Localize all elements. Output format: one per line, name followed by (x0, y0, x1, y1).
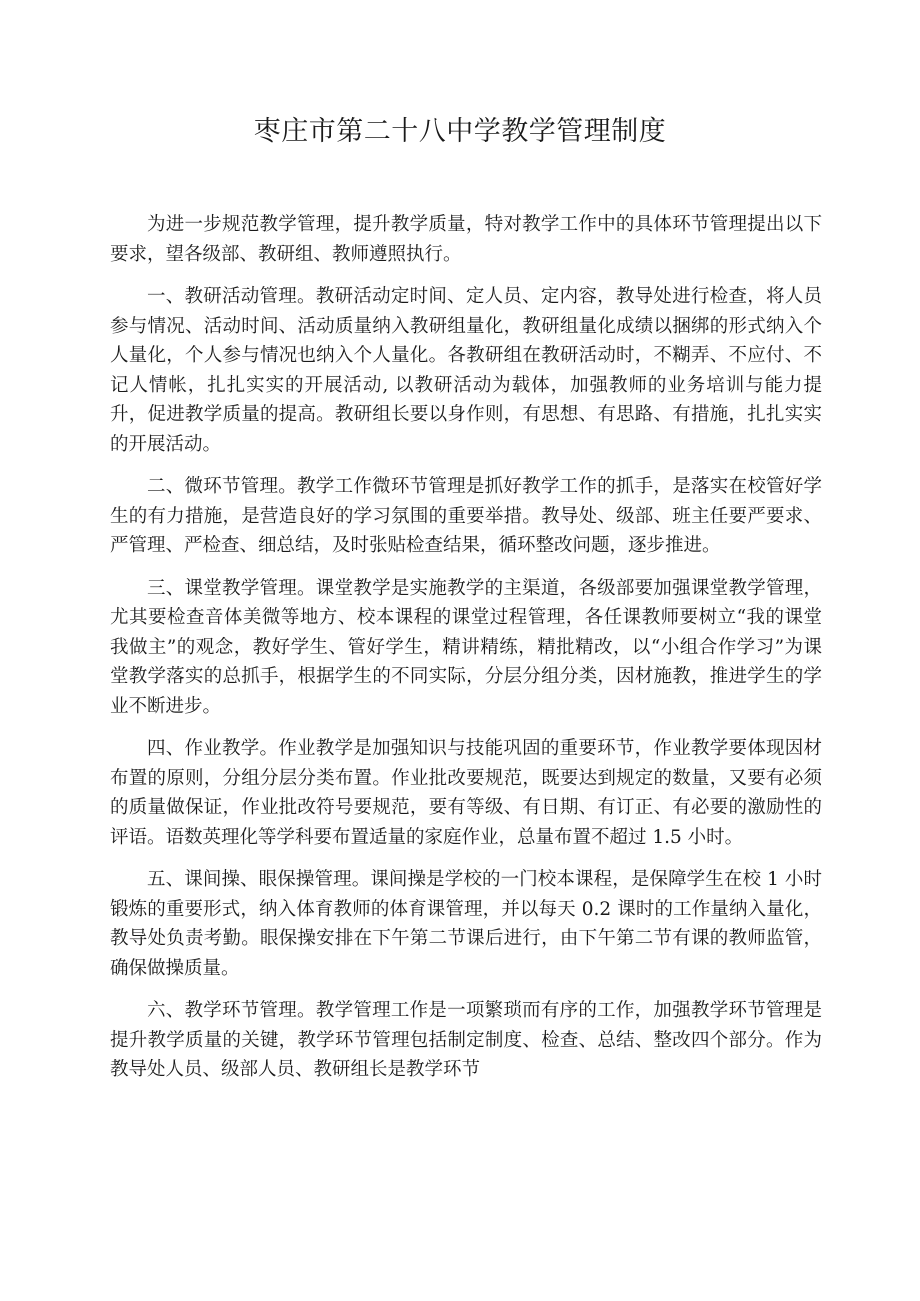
section-6-teaching-links: 六、教学环节管理。教学管理工作是一项繁琐而有序的工作，加强教学环节管理是提升教学质量的关键，教学环节管理包括制定制度、检查、总结、整改四个部分。作为教导处人员、级部人员、教研组长是教学环节 (110, 1000, 822, 1080)
intro-paragraph: 为进一步规范教学管理，提升教学质量，特对教学工作中的具体环节管理提出以下要求，望各级部、教研组、教师遵照执行。 (110, 214, 822, 265)
section-5-exercises: 五、课间操、眼保操管理。课间操是学校的一门校本课程，是保障学生在校 1 小时锻炼的重要形式，纳入体育教师的体育课管理，并以每天 0.2 课时的工作量纳入量化，教导处负责考勤。眼保操安排在下午第二节课后进行，由下午第二节有课的教师监管，确保做操质量。 (110, 869, 822, 979)
section-4-homework: 四、作业教学。作业教学是加强知识与技能巩固的重要环节，作业教学要体现因材布置的原则，分组分层分类布置。作业批改要规范，既要达到规定的数量，又要有必须的质量做保证，作业批改符号要规范，要有等级、有日期、有订正、有必要的激励性的评语。语数英理化等学科要布置适量的家庭作业，总量布置不超过 1.5 小时。 (110, 738, 822, 848)
document-body (110, 210, 822, 1098)
section-1-teaching-research: 一、教研活动管理。教研活动定时间、定人员、定内容，教导处进行检查，将人员参与情况、活动时间、活动质量纳入教研组量化，教研组量化成绩以捆绑的形式纳入个人量化，个人参与情况也纳入个人量化。各教研组在教研活动时，不糊弄、不应付、不记人情帐，扎扎实实的开展活动, 以教研活动为载体，加强教师的业务培训与能力提升，促进教学质量的提高。教研组长要以身作则，有思想、有思路、有措施，扎扎实实的开展活动。 (110, 286, 822, 455)
section-3-classroom-teaching: 三、课堂教学管理。课堂教学是实施教学的主渠道，各级部要加强课堂教学管理，尤其要检查音体美微等地方、校本课程的课堂过程管理，各任课教师要树立“我的课堂我做主”的观念，教好学生、管好学生，精讲精练，精批精改，以“小组合作学习”为课堂教学落实的总抓手，根据学生的不同实际，分层分组分类，因材施教，推进学生的学业不断进步。 (110, 577, 822, 717)
document-title: 枣庄市第二十八中学教学管理制度 (253, 116, 667, 147)
section-2-micro-link: 二、微环节管理。教学工作微环节管理是抓好教学工作的抓手，是落实在校管好学生的有力措施，是营造良好的学习氛围的重要举措。教导处、级部、班主任要严要求、严管理、严检查、细总结，及时张贴检查结果，循环整改问题，逐步推进。 (110, 476, 822, 556)
